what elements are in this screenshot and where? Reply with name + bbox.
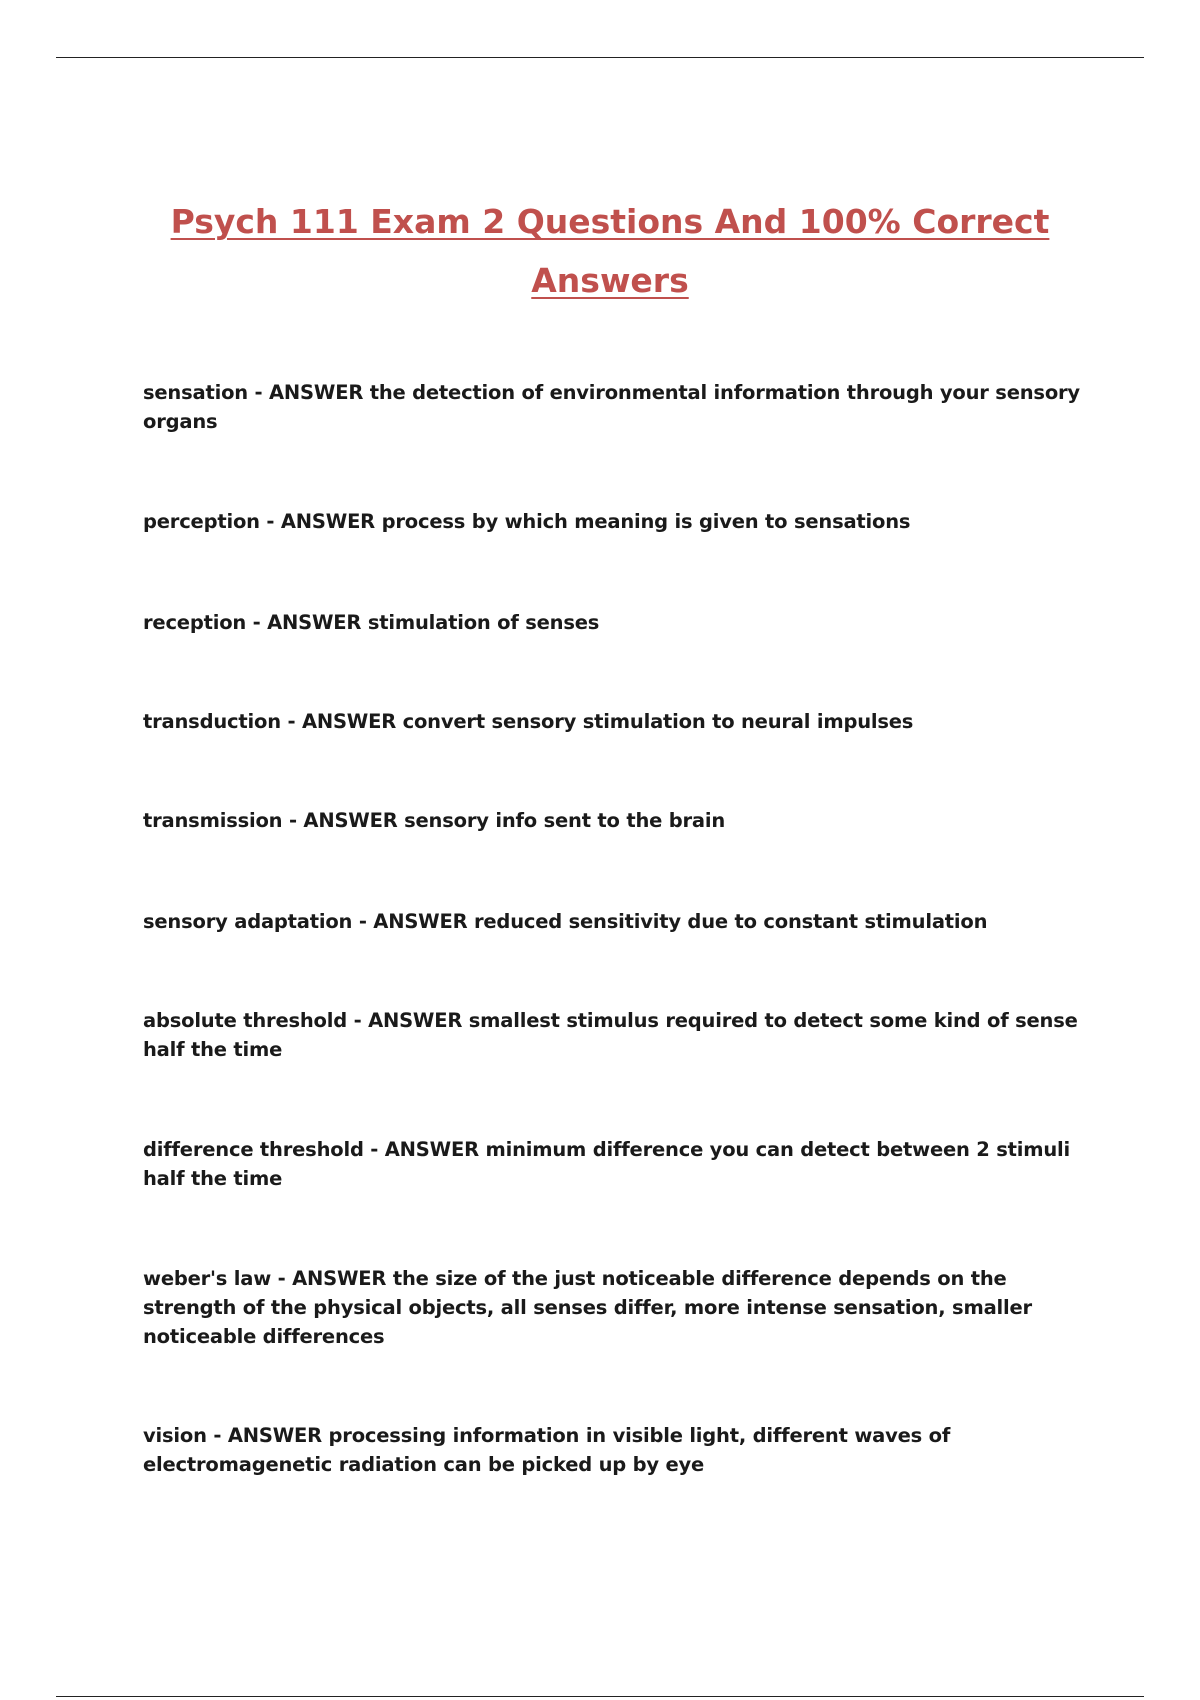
qa-entry-transduction: transduction - ANSWER convert sensory stimulation to neural impulses bbox=[143, 710, 914, 733]
qa-entry-sensation: sensation - ANSWER the detection of environmental information through your sensory organs bbox=[143, 381, 1080, 433]
document-title: Psych 111 Exam 2 Questions And 100% Correct Answers bbox=[170, 202, 1050, 300]
qa-entry-sensory-adaptation: sensory adaptation - ANSWER reduced sensitivity due to constant stimulation bbox=[143, 910, 988, 933]
qa-entry-webers-law: weber's law - ANSWER the size of the just noticeable difference depends on the strength of the physical objects, all senses differ, more intense sensation, smaller noticeable differences bbox=[143, 1267, 1032, 1348]
bottom-divider bbox=[56, 1696, 1144, 1697]
qa-entry-absolute-threshold: absolute threshold - ANSWER smallest stimulus required to detect some kind of sense half the time bbox=[143, 1009, 1078, 1061]
qa-entry-reception: reception - ANSWER stimulation of senses bbox=[143, 611, 600, 634]
qa-entry-transmission: transmission - ANSWER sensory info sent to the brain bbox=[143, 809, 726, 832]
qa-entry-perception: perception - ANSWER process by which meaning is given to sensations bbox=[143, 510, 911, 533]
qa-entry-vision: vision - ANSWER processing information in visible light, different waves of electromagenetic radiation can be picked up by eye bbox=[143, 1424, 951, 1476]
qa-entry-difference-threshold: difference threshold - ANSWER minimum difference you can detect between 2 stimuli half the time bbox=[143, 1138, 1071, 1190]
top-divider bbox=[56, 57, 1144, 58]
